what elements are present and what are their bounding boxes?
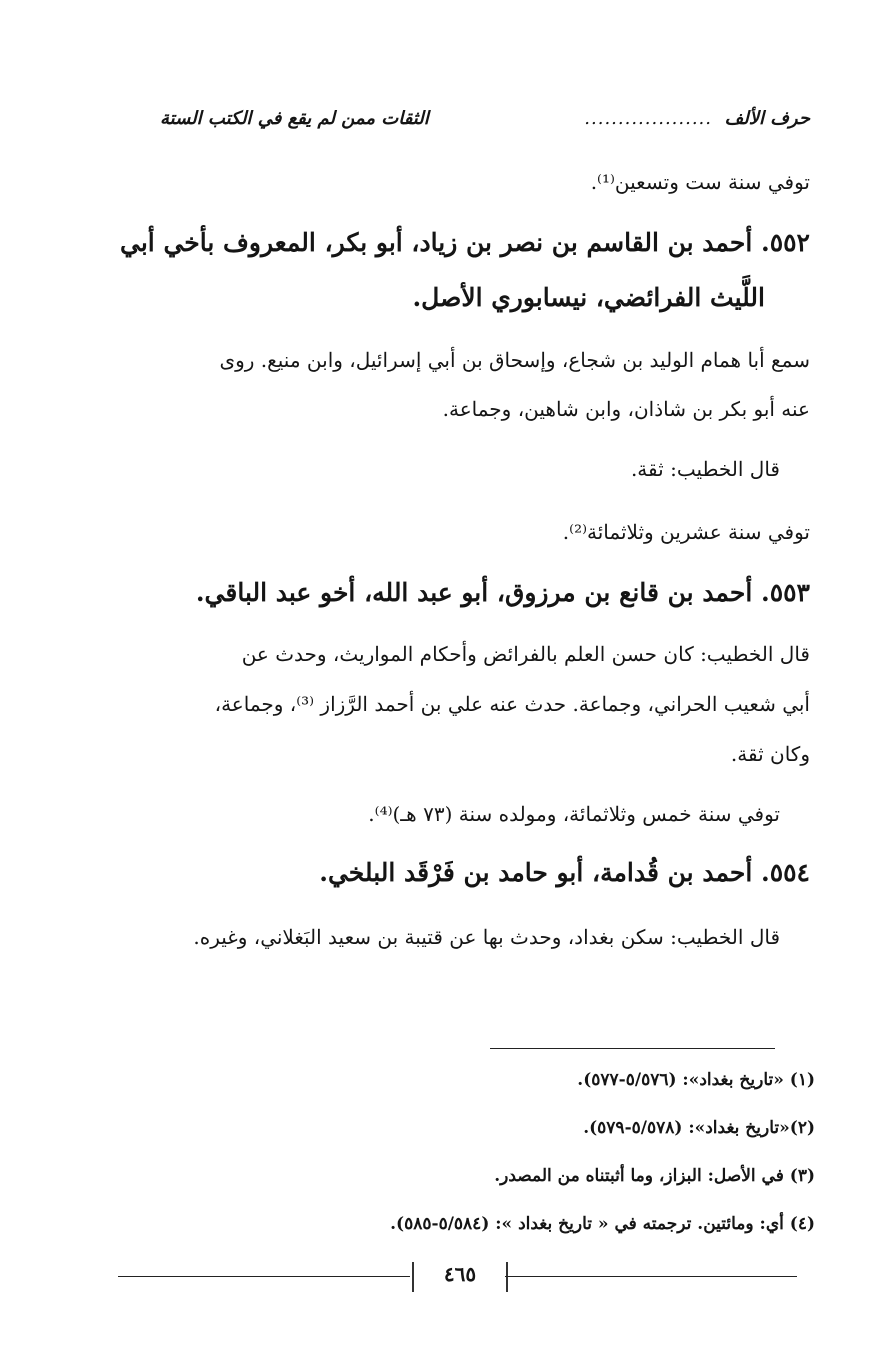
entry-heading-553: ٥٥٣. أحمد بن قانع بن مرزوق، أبو عبد الله، أخو عبد الباقي. [195, 578, 810, 607]
entry-heading-552-cont: اللَّيث الفرائضي، نيسابوري الأصل. [412, 283, 765, 312]
footnote-4: (٤) أي: ومائتين. ترجمته في « تاريخ بغداد »: (٥/٥٨٤-٥٨٥). [390, 1214, 815, 1234]
footnote-1: (١) «تاريخ بغداد»: (٥/٥٧٦-٥٧٧). [577, 1070, 815, 1090]
text-line: توفي سنة ست وتسعين⁽¹⁾. [590, 170, 810, 194]
bottom-rule [505, 1276, 797, 1277]
entry-heading-552: ٥٥٢. أحمد بن القاسم بن نصر بن زياد، أبو بكر، المعروف بأخي أبي [120, 228, 810, 257]
text-line: قال الخطيب: كان حسن العلم بالفرائض وأحكام المواريث، وحدث عن [241, 642, 810, 666]
text-line: توفي سنة عشرين وثلاثمائة⁽²⁾. [562, 520, 810, 544]
footnote-separator [490, 1048, 775, 1049]
text-line: أبي شعيب الحراني، وجماعة. حدث عنه علي بن أحمد الرَّزاز ⁽³⁾، وجماعة، [214, 692, 810, 716]
footnote-2: (٢)«تاريخ بغداد»: (٥/٥٧٨-٥٧٩). [583, 1118, 815, 1138]
text-line: قال الخطيب: سكن بغداد، وحدث بها عن قتيبة بن سعيد البَغلاني، وغيره. [193, 925, 780, 949]
book-title: الثقات ممن لم يقع في الكتب الستة [160, 108, 429, 129]
page-number: ٤٦٥ [412, 1262, 508, 1292]
entry-heading-554: ٥٥٤. أحمد بن قُدامة، أبو حامد بن فَرْقَد البلخي. [319, 858, 810, 887]
text-line: وكان ثقة. [730, 742, 810, 766]
running-header [160, 108, 810, 142]
footnote-3: (٣) في الأصل: البزاز، وما أثبتناه من المصدر. [494, 1166, 815, 1186]
header-dots: ................... [584, 108, 712, 129]
text-line: عنه أبو بكر بن شاذان، وابن شاهين، وجماعة. [442, 397, 810, 421]
text-line: سمع أبا همام الوليد بن شجاع، وإسحاق بن أبي إسرائيل، وابن منيع. روى [219, 348, 810, 372]
chapter-title: حرف الألف [724, 108, 810, 129]
text-line: قال الخطيب: ثقة. [630, 457, 780, 481]
bottom-rule [118, 1276, 410, 1277]
text-line: توفي سنة خمس وثلاثمائة، ومولده سنة (٧٣ هـ)⁽⁴⁾. [368, 802, 780, 826]
